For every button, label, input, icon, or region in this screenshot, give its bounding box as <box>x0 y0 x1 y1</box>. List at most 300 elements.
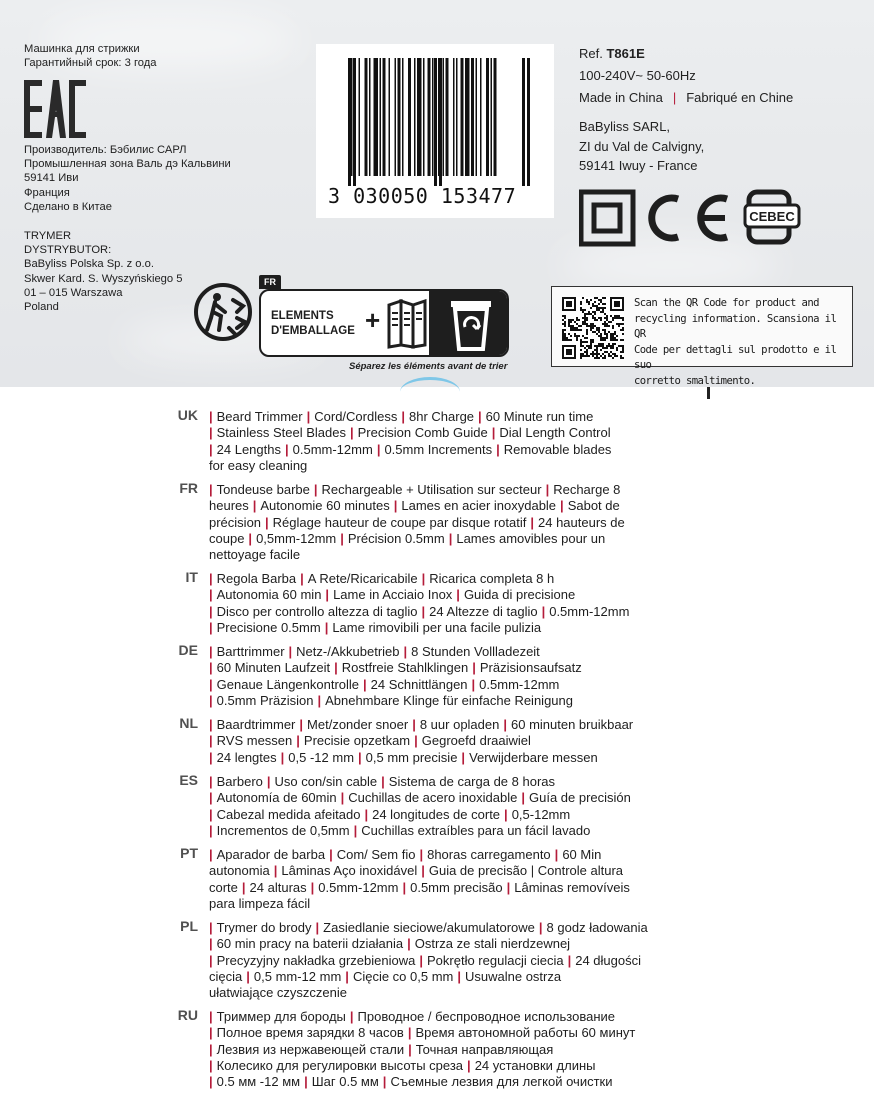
feature-item: Время автономной работы 60 минут <box>415 1025 636 1041</box>
feature-item: cięcia <box>209 968 243 984</box>
separator: | <box>209 587 213 603</box>
lang-features <box>209 409 709 474</box>
distributor-line: Poland <box>24 301 59 314</box>
feature-item: Lâminas Aço inoxidável <box>281 863 418 879</box>
feature-line <box>209 823 709 839</box>
separator: | <box>209 676 213 692</box>
voltage: 100-240V~ 50-60Hz <box>579 68 696 83</box>
feature-item: Removable blades <box>503 441 612 457</box>
feature-item: 60 Minute run time <box>485 409 594 424</box>
feature-line <box>209 482 709 498</box>
separator: | <box>363 676 367 692</box>
separator: | <box>448 530 453 546</box>
separator: | <box>496 441 500 457</box>
feature-item: Guida di precisione <box>463 587 576 603</box>
feature-item: 24 Schnittlängen <box>370 676 468 692</box>
feature-line <box>209 644 709 660</box>
feature-item: 60 Min <box>562 847 602 862</box>
certification-marks <box>579 189 809 249</box>
separator: | <box>381 774 385 789</box>
feature-item: 24 długości <box>575 952 641 968</box>
feature-item: heures <box>209 498 249 514</box>
feature-item: 24 hauteurs de <box>538 514 625 530</box>
feature-item: Autonomie 60 minutes <box>260 498 390 514</box>
separator: | <box>414 733 418 749</box>
separator: | <box>325 587 330 603</box>
separator: | <box>299 717 304 732</box>
feature-item: Шаг 0.5 мм <box>311 1074 379 1090</box>
separator: | <box>324 619 329 635</box>
feature-item: 0.5mm-12mm <box>318 879 399 895</box>
feature-item: A Rete/Ricaricabile <box>307 571 418 586</box>
sorting-caption: Séparez les éléments avant de trier <box>349 361 508 372</box>
feature-item: 0,5 -12 mm <box>288 749 355 765</box>
feature-item: 0,5 mm-12 mm <box>253 968 342 984</box>
separator: | <box>209 717 213 732</box>
feature-item: Лезвия из нержавеющей стали <box>216 1041 405 1057</box>
feature-item: Barbero <box>216 774 263 789</box>
lang-features <box>209 774 709 839</box>
feature-line <box>209 936 709 952</box>
feature-item: Uso con/sin cable <box>274 774 378 789</box>
separator: | <box>300 571 304 586</box>
lang-code: UK <box>177 407 198 423</box>
separator: | <box>402 879 407 895</box>
feature-line <box>209 880 709 896</box>
feature-item: 0,5mm-12mm <box>256 530 337 546</box>
feature-item: Guía de precisión <box>529 790 631 806</box>
feature-item: Cabezal medida afeitado <box>216 806 361 822</box>
separator: | <box>284 441 289 457</box>
feature-item: Съемные лезвия для легкой очистки <box>390 1074 613 1090</box>
lang-features <box>209 644 709 709</box>
feature-item: Réglage hauteur de coupe par disque rotatif <box>272 514 527 530</box>
feature-item: Baardtrimmer <box>216 717 296 732</box>
feature-line <box>209 953 709 969</box>
feature-item: Rechargeable + Utilisation sur secteur <box>321 482 542 497</box>
lang-features <box>209 1009 709 1090</box>
made-in-en: Made in China <box>579 90 663 105</box>
feature-item: RVS messen <box>216 733 293 749</box>
feature-line <box>209 1058 709 1074</box>
separator: | <box>209 441 213 457</box>
cebec-text: CEBEC <box>749 209 795 224</box>
feature-line <box>209 985 709 1001</box>
separator: | <box>560 498 564 514</box>
feature-item: Precisie opzetkam <box>303 733 411 749</box>
triman-recycling-icon <box>193 282 253 342</box>
separator: | <box>530 514 534 530</box>
ru-product-name: Машинка для стрижки <box>24 43 140 55</box>
feature-item: 0,5 mm precisie <box>365 749 458 765</box>
separator: | <box>266 774 271 789</box>
feature-line <box>209 531 709 547</box>
feature-line <box>209 587 709 603</box>
feature-item: Autonomia 60 min <box>216 587 322 603</box>
separator: | <box>350 425 354 441</box>
separator: | <box>353 822 358 838</box>
edge-mark <box>707 387 710 399</box>
separator: | <box>241 879 246 895</box>
separator: | <box>471 676 476 692</box>
feature-item: Sabot de <box>567 498 620 514</box>
address-line: BaByliss SARL, <box>579 119 671 134</box>
distributor-line: BaByliss Polska Sp. z o.o. <box>24 258 154 271</box>
separator: | <box>412 717 416 732</box>
separator: | <box>521 790 525 806</box>
feature-line <box>209 620 709 636</box>
lang-code: DE <box>178 642 198 658</box>
feature-line <box>209 1074 709 1090</box>
feature-item: 60 minuten bruikbaar <box>511 717 634 732</box>
origin-line <box>579 87 793 109</box>
address-line: ZI du Val de Calvigny, <box>579 138 705 154</box>
separator: | <box>310 879 315 895</box>
feature-item: Sistema de carga de 8 horas <box>388 774 556 789</box>
feature-line <box>209 604 709 620</box>
separator: | <box>504 806 508 822</box>
separator: | <box>457 968 461 984</box>
lang-code: PT <box>180 845 198 861</box>
separator: | <box>252 498 257 514</box>
feature-item: Genaue Längenkontrolle <box>216 676 360 692</box>
feature-item: autonomia <box>209 863 270 879</box>
separator: | <box>340 530 344 546</box>
separator: | <box>209 692 213 708</box>
feature-item: 24 longitudes de corte <box>372 806 501 822</box>
lang-code: RU <box>177 1007 198 1023</box>
feature-item: précision <box>209 514 262 530</box>
manufacturer-line: Сделано в Китае <box>24 200 112 213</box>
separator: | <box>209 1041 213 1057</box>
feature-item: corte <box>209 879 238 895</box>
feature-item: Met/zonder snoer <box>307 717 409 732</box>
ref-label: Ref. <box>579 46 603 61</box>
separator: | <box>472 660 476 676</box>
feature-item: Pokrętło regulacji ciecia <box>427 952 564 968</box>
lang-features <box>209 482 709 563</box>
feature-item: 8horas carregamento <box>427 847 551 862</box>
feature-line <box>209 660 709 676</box>
feature-item: Точная направляющая <box>415 1041 554 1057</box>
feature-line <box>209 807 709 823</box>
separator: | <box>538 920 543 935</box>
separator: | <box>209 644 213 659</box>
feature-item: Cuchillas de acero inoxidable <box>348 790 518 806</box>
feature-line <box>209 1025 709 1041</box>
separator: | <box>315 920 320 935</box>
qr-info-text <box>634 296 846 387</box>
barcode-bars-icon <box>334 58 540 190</box>
feature-item: Usuwalne ostrza <box>465 968 562 984</box>
separator: | <box>358 749 362 765</box>
separator: | <box>491 425 496 441</box>
feature-line <box>209 677 709 693</box>
recycling-info-card <box>259 289 509 357</box>
ref-value: T861E <box>606 46 645 61</box>
feature-item: Ricarica completa 8 h <box>429 571 555 586</box>
separator: | <box>376 441 381 457</box>
separator: | <box>329 847 333 862</box>
manufacturer-line: Франция <box>24 186 70 199</box>
feature-item: Stainless Steel Blades <box>216 425 346 441</box>
feature-item: 0.5mm Increments <box>384 441 493 457</box>
separator: | <box>541 603 546 619</box>
separator: | <box>421 863 425 879</box>
feature-item: Колесико для регулировки высоты среза <box>216 1057 464 1073</box>
feature-item: 24 alturas <box>249 879 307 895</box>
feature-item: 0,5-12mm <box>511 806 571 822</box>
ru-warranty: Гарантийный срок: 3 года <box>24 57 157 69</box>
plus-icon: + <box>365 305 381 335</box>
feature-item: Netz-/Akkubetrieb <box>296 644 400 659</box>
feature-item: Cięcie co 0,5 mm <box>352 968 454 984</box>
lang-code: FR <box>179 480 198 496</box>
feature-item: Beard Trimmer <box>216 409 303 424</box>
separator: | <box>545 482 550 497</box>
feature-item: 8 uur opladen <box>419 717 500 732</box>
feature-item: 0.5mm Präzision <box>216 692 314 708</box>
separator: | <box>209 425 213 441</box>
separator: | <box>567 952 572 968</box>
feature-item: Trymer do brody <box>216 920 312 935</box>
separator: | <box>265 514 269 530</box>
feature-item: Проводное / беспроводное использование <box>357 1009 615 1024</box>
lang-code: IT <box>185 569 198 585</box>
feature-item: Cuchillas extraíbles para un fácil lavado <box>361 822 591 838</box>
separator: | <box>421 571 426 586</box>
separator: | <box>248 530 253 546</box>
feature-item: Incrementos de 0,5mm <box>216 822 350 838</box>
feature-item: 24 Lengths <box>216 441 281 457</box>
separator: | <box>672 90 677 105</box>
feature-line <box>209 458 709 474</box>
separator: | <box>209 409 213 424</box>
feature-item: Триммер для бороды <box>216 1009 346 1024</box>
separator: | <box>209 482 213 497</box>
feature-line <box>209 969 709 985</box>
feature-item: 24 lengtes <box>216 749 277 765</box>
barcode <box>316 44 554 218</box>
feature-item: for easy cleaning <box>209 457 308 473</box>
separator: | <box>306 409 311 424</box>
feature-item: Lames amovibles pour un <box>456 530 606 546</box>
feature-item: para limpeza fácil <box>209 895 311 911</box>
feature-line <box>209 425 709 441</box>
separator: | <box>209 952 213 968</box>
distributor-info <box>24 229 182 314</box>
feature-line <box>209 1042 709 1058</box>
feature-item: 0.5 мм -12 мм <box>216 1074 301 1090</box>
feature-item: 60 Minuten Laufzeit <box>216 660 331 676</box>
distributor-line: TRYMER <box>24 230 72 242</box>
feature-line <box>209 1009 709 1025</box>
separator: | <box>334 660 338 676</box>
separator: | <box>349 1009 354 1024</box>
separator: | <box>209 660 213 676</box>
leaflet-icon <box>387 299 427 349</box>
packaging-line2: D'EMBALLAGE <box>271 325 355 337</box>
feature-item: Aparador de barba <box>216 847 326 862</box>
separator: | <box>246 968 250 984</box>
recycling-bin-icon <box>447 297 495 353</box>
feature-item: Dial Length Control <box>499 425 611 441</box>
separator: | <box>554 847 559 862</box>
qr-text-line: corretto smaltimento. <box>634 374 756 387</box>
feature-item: Rostfreie Stahlklingen <box>341 660 469 676</box>
feature-line <box>209 717 709 733</box>
feature-item: 0.5mm precisão <box>410 879 503 895</box>
fr-country-tag: FR <box>259 275 281 289</box>
feature-item: Ostrza ze stali nierdzewnej <box>414 936 571 952</box>
distributor-line: 01 – 015 Warszawa <box>24 286 123 299</box>
separator: | <box>296 733 300 749</box>
feature-item: 0.5mm-12mm <box>292 441 373 457</box>
feature-item: Recharge 8 <box>553 482 621 497</box>
feature-item: 24 установки длины <box>474 1057 596 1073</box>
feature-item: 0.5mm-12mm <box>549 603 630 619</box>
feature-item: Regola Barba <box>216 571 297 586</box>
feature-item: Précision 0.5mm <box>347 530 445 546</box>
separator: | <box>401 409 405 424</box>
separator: | <box>364 806 369 822</box>
product-ref-info <box>579 43 793 109</box>
separator: | <box>419 847 424 862</box>
separator: | <box>209 1009 213 1024</box>
feature-item: Lame in Acciaio Inox <box>333 587 453 603</box>
qr-text-line: Scan the QR Code for product and <box>634 297 819 309</box>
feature-item: Lames en acier inoxydable <box>401 498 557 514</box>
feature-item: 8hr Charge <box>408 409 475 424</box>
feature-line <box>209 498 709 514</box>
separator: | <box>304 1074 308 1090</box>
feature-item: Cord/Cordless <box>314 409 398 424</box>
feature-item: 60 min pracy na baterii działania <box>216 936 404 952</box>
feature-line <box>209 790 709 806</box>
feature-line <box>209 693 709 709</box>
barcode-number: 3 030050 153477 <box>328 184 517 208</box>
label-top-panel <box>0 0 874 387</box>
feature-item: Gegroefd draaiwiel <box>421 733 531 749</box>
separator: | <box>478 409 482 424</box>
feature-line <box>209 442 709 458</box>
manufacturer-line: Производитель: Бэбилис САРЛ <box>24 144 187 156</box>
feature-line <box>209 774 709 790</box>
feature-line <box>209 896 709 912</box>
separator: | <box>467 1057 471 1073</box>
separator: | <box>407 936 411 952</box>
packaging-elements-label <box>271 309 355 339</box>
separator: | <box>456 587 460 603</box>
qr-text-line: Code per dettagli sul prodotto e il suo <box>634 343 837 371</box>
feature-item: Precision Comb Guide <box>357 425 488 441</box>
address-line: 59141 Iwuy - France <box>579 158 698 173</box>
separator: | <box>209 847 213 862</box>
lang-features <box>209 717 709 766</box>
feature-item: Precyzyjny nakładka grzebieniowa <box>216 952 416 968</box>
lang-features <box>209 920 709 1001</box>
feature-item: Precisione 0.5mm <box>216 619 321 635</box>
separator: | <box>419 952 423 968</box>
blue-arc-decoration <box>400 377 460 407</box>
feature-item: Verwijderbare messen <box>469 749 598 765</box>
separator: | <box>461 749 466 765</box>
feature-line <box>209 409 709 425</box>
lang-code: NL <box>179 715 198 731</box>
feature-item: Guia de precisão | Controle altura <box>428 863 624 879</box>
separator: | <box>209 936 213 952</box>
separator: | <box>340 790 345 806</box>
class-ii-double-square-icon <box>581 192 633 244</box>
feature-line <box>209 863 709 879</box>
made-in-fr: Fabriqué en Chine <box>686 90 794 105</box>
separator: | <box>209 619 213 635</box>
cebec-icon <box>745 192 799 242</box>
feature-item: 0.5mm-12mm <box>479 676 560 692</box>
lang-features <box>209 847 709 912</box>
feature-line <box>209 571 709 587</box>
separator: | <box>421 603 426 619</box>
feature-item: Lame rimovibili per una facile pulizia <box>332 619 542 635</box>
feature-item: Полное время зарядки 8 часов <box>216 1025 404 1041</box>
feature-line <box>209 515 709 531</box>
separator: | <box>209 603 213 619</box>
feature-item: coupe <box>209 530 245 546</box>
ref-line <box>579 43 793 65</box>
feature-item: Präzisionsaufsatz <box>479 660 582 676</box>
lang-code: PL <box>180 918 198 934</box>
feature-item: 8 godz ładowania <box>546 920 648 935</box>
separator: | <box>382 1074 387 1090</box>
separator: | <box>345 968 349 984</box>
separator: | <box>280 749 285 765</box>
feature-item: 8 Stunden Vollladezeit <box>411 644 540 659</box>
manufacturer-line: 59141 Иви <box>24 172 79 185</box>
separator: | <box>209 1025 213 1041</box>
separator: | <box>209 806 213 822</box>
feature-item: Com/ Sem fio <box>336 847 416 862</box>
separator: | <box>209 790 213 806</box>
feature-item: Lâminas removíveis <box>514 879 630 895</box>
feature-item: Zasiedlanie sieciowe/akumulatorowe <box>323 920 535 935</box>
separator: | <box>209 1057 213 1073</box>
separator: | <box>209 571 213 586</box>
qr-text-line: recycling information. Scansiona il QR <box>634 312 837 340</box>
distributor-line: DYSTRYBUTOR: <box>24 244 112 257</box>
qr-code-icon[interactable] <box>562 297 624 359</box>
feature-line <box>209 733 709 749</box>
packaging-line1: ELEMENTS <box>271 310 334 322</box>
feature-item: nettoyage facile <box>209 547 301 563</box>
ru-product-header <box>24 42 264 70</box>
separator: | <box>407 1025 412 1041</box>
separator: | <box>288 644 293 659</box>
feature-line <box>209 847 709 863</box>
distributor-line: Skwer Kard. S. Wyszyńskiego 5 <box>24 272 183 285</box>
separator: | <box>209 1074 213 1090</box>
separator: | <box>209 749 213 765</box>
feature-line <box>209 547 709 563</box>
separator: | <box>393 498 398 514</box>
feature-line <box>209 750 709 766</box>
sorting-bin-panel <box>429 291 509 357</box>
lang-features <box>209 571 709 636</box>
separator: | <box>313 482 318 497</box>
separator: | <box>403 644 408 659</box>
feature-item: Tondeuse barbe <box>216 482 310 497</box>
separator: | <box>209 822 213 838</box>
feature-item: Disco per controllo altezza di taglio <box>216 603 418 619</box>
